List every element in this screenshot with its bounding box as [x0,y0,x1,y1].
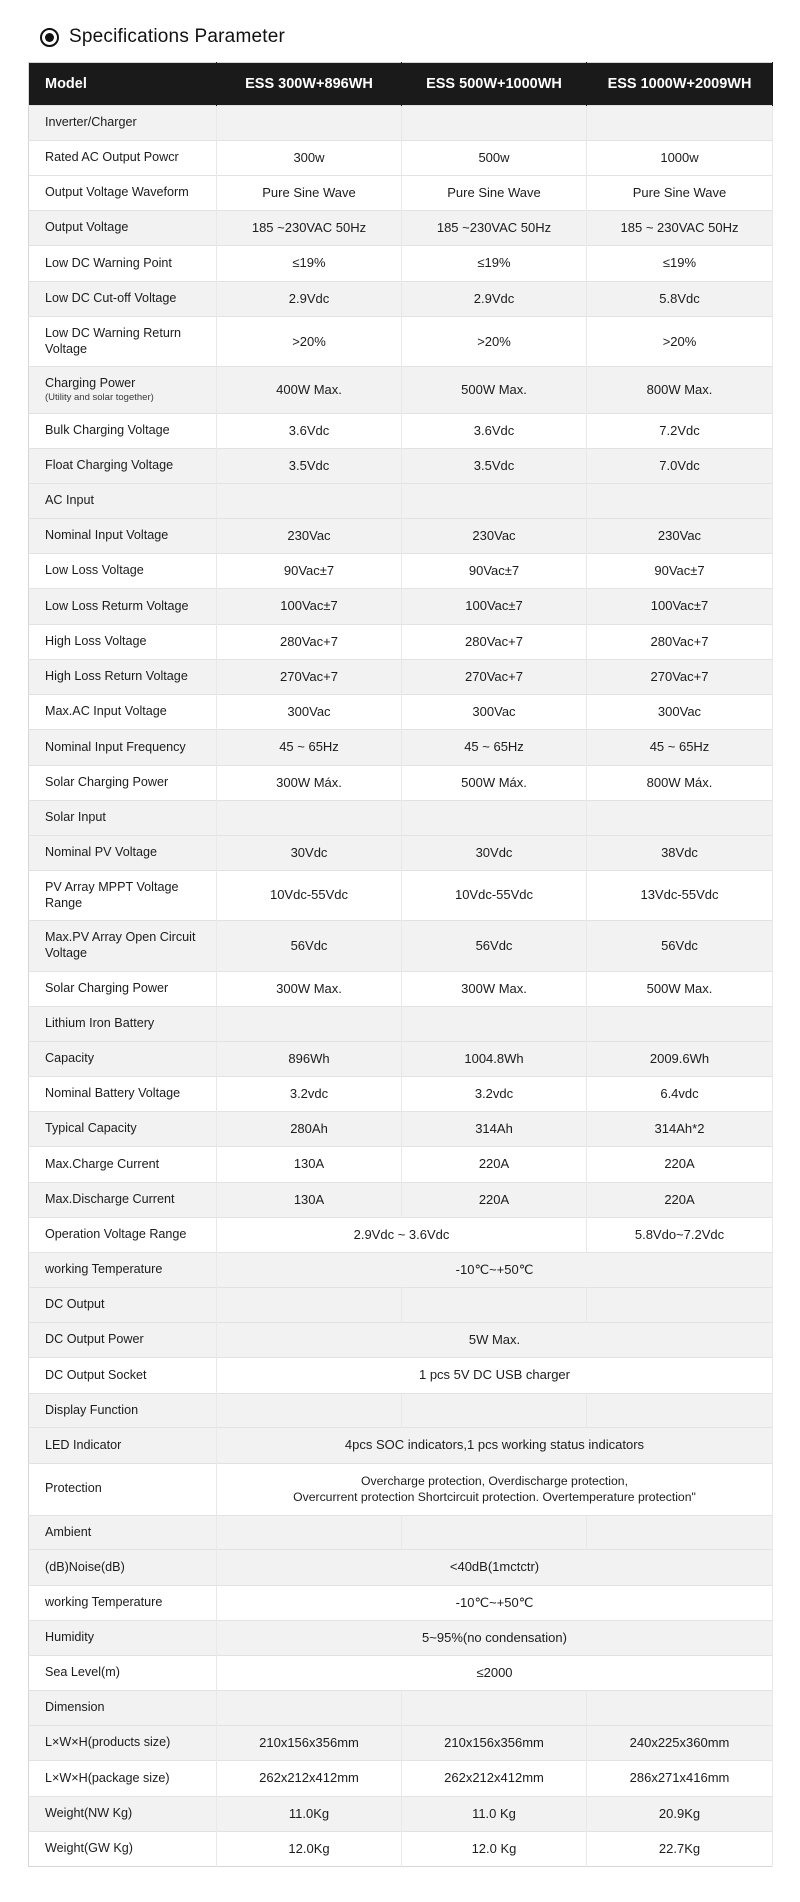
table-cell: 210x156x356mm [217,1726,402,1761]
row-label-text: Low Loss Returm Voltage [45,598,189,613]
table-cell: 300W Máx. [217,765,402,800]
table-cell: 286x271x416mm [587,1761,773,1796]
table-row [29,1550,773,1585]
column-header-model: Model [29,63,217,106]
table-cell: 130A [217,1147,402,1182]
table-row [29,1147,773,1182]
row-label [29,1796,217,1831]
table-row [29,870,773,920]
table-cell: 130A [217,1182,402,1217]
row-label [29,448,217,483]
table-cell [217,1691,402,1726]
table-cell: 56Vdc [217,921,402,971]
row-label [29,1393,217,1428]
table-cell: >20% [587,316,773,366]
table-cell: 3.2vdc [217,1076,402,1111]
row-label [29,281,217,316]
row-label [29,870,217,920]
table-row [29,971,773,1006]
row-label-text: L×W×H(products size) [45,1735,171,1750]
row-label-text: Capacity [45,1050,94,1065]
table-cell [217,1393,402,1428]
row-label [29,554,217,589]
row-label [29,1041,217,1076]
table-row [29,1831,773,1866]
table-cell: 240x225x360mm [587,1726,773,1761]
table-cell: 30Vdc [402,835,587,870]
table-row [29,695,773,730]
table-row [29,835,773,870]
row-label [29,695,217,730]
table-cell: 13Vdc-55Vdc [587,870,773,920]
table-cell [587,1515,773,1550]
table-cell: 45 ~ 65Hz [402,730,587,765]
table-cell: 185 ~ 230VAC 50Hz [587,211,773,246]
table-cell: 90Vac±7 [217,554,402,589]
table-cell [217,1288,402,1323]
specifications-table [28,62,773,1867]
table-cell: 500W Max. [402,367,587,413]
table-row [29,1585,773,1620]
column-header-model-3: ESS 1000W+2009WH [587,63,773,106]
row-label-text: (dB)Noise(dB) [45,1559,125,1574]
row-label [29,1620,217,1655]
row-label [29,659,217,694]
table-cell: ≤19% [587,246,773,281]
table-row [29,1041,773,1076]
table-cell: 500w [402,140,587,175]
table-cell: 100Vac±7 [587,589,773,624]
table-cell [402,800,587,835]
table-cell: 314Ah*2 [587,1112,773,1147]
table-cell: 270Vac+7 [217,659,402,694]
table-cell: 2.9Vdc ~ 3.6Vdc [217,1217,587,1252]
row-sublabel-text: (Utility and solar together) [45,392,154,404]
row-label-text: High Loss Return Voltage [45,669,188,684]
table-cell: 500W Max. [587,971,773,1006]
row-label-text: Weight(GW Kg) [45,1841,133,1856]
table-row [29,1217,773,1252]
table-cell [587,1691,773,1726]
table-row [29,246,773,281]
table-cell: 3.2vdc [402,1076,587,1111]
table-cell: -10℃~+50℃ [217,1253,773,1288]
table-cell: 5.8Vdo~7.2Vdc [587,1217,773,1252]
table-cell: 5.8Vdc [587,281,773,316]
table-cell: 3.5Vdc [402,448,587,483]
table-row [29,1726,773,1761]
row-label [29,413,217,448]
table-cell: -10℃~+50℃ [217,1585,773,1620]
table-cell: 45 ~ 65Hz [587,730,773,765]
row-label [29,367,217,413]
table-cell: 3.6Vdc [402,413,587,448]
row-label [29,1288,217,1323]
row-label [29,624,217,659]
row-label-text: Charging Power [45,376,136,391]
row-label [29,246,217,281]
table-cell: 5W Max. [217,1323,773,1358]
table-row [29,1463,773,1515]
row-label-text: Solar Charging Power [45,980,169,995]
column-header-model-2: ESS 500W+1000WH [402,63,587,106]
row-label-text: Lithium Iron Battery [45,1015,155,1030]
table-cell [587,1006,773,1041]
table-cell: 300W Max. [217,971,402,1006]
row-label [29,1515,217,1550]
row-label [29,1358,217,1393]
table-cell: 1 pcs 5V DC USB charger [217,1358,773,1393]
table-cell: 220A [587,1147,773,1182]
table-row [29,1796,773,1831]
row-label-text: Solar Charging Power [45,774,169,789]
table-cell: 100Vac±7 [402,589,587,624]
row-label [29,1112,217,1147]
table-cell: 280Vac+7 [587,624,773,659]
row-label-text: Output Voltage Waveform [45,185,189,200]
table-cell: 300Vac [587,695,773,730]
table-cell: <40dB(1mctctr) [217,1550,773,1585]
table-cell: 270Vac+7 [587,659,773,694]
row-label [29,1656,217,1691]
table-cell: 1004.8Wh [402,1041,587,1076]
table-cell: 3.5Vdc [217,448,402,483]
table-section-row [29,1515,773,1550]
row-label-text: Output Voltage [45,220,129,235]
row-label [29,1217,217,1252]
table-row [29,1620,773,1655]
row-label-text: working Temperature [45,1594,163,1609]
table-row [29,211,773,246]
table-cell: 230Vac [402,518,587,553]
row-label-text: Weight(NW Kg) [45,1805,133,1820]
table-row [29,1761,773,1796]
table-cell [402,1006,587,1041]
row-label-text: Protection [45,1481,102,1496]
table-cell: 280Vac+7 [402,624,587,659]
table-row [29,281,773,316]
table-row [29,1656,773,1691]
table-section-row [29,484,773,519]
row-label-text: Inverter/Charger [45,115,137,129]
table-cell: Pure Sine Wave [402,175,587,210]
row-label-text: L×W×H(package size) [45,1770,170,1785]
table-row [29,140,773,175]
row-label [29,1831,217,1866]
row-label-text: Nominal PV Voltage [45,844,158,859]
table-cell [587,800,773,835]
row-label [29,140,217,175]
table-cell: ≤2000 [217,1656,773,1691]
table-row [29,730,773,765]
table-cell: 262x212x412mm [402,1761,587,1796]
table-row [29,1076,773,1111]
table-cell: 11.0 Kg [402,1796,587,1831]
table-section-row [29,1288,773,1323]
row-label [29,971,217,1006]
row-label-text: Nominal Battery Voltage [45,1086,181,1101]
row-label-text: Low Loss Voltage [45,563,144,578]
table-cell: 500W Máx. [402,765,587,800]
row-label [29,835,217,870]
table-cell: 3.6Vdc [217,413,402,448]
table-cell [587,106,773,141]
table-cell: 7.0Vdc [587,448,773,483]
table-cell: 30Vdc [217,835,402,870]
row-label [29,106,217,141]
row-label-text: Operation Voltage Range [45,1227,187,1242]
row-label-text: Nominal Input Voltage [45,528,169,543]
row-label [29,484,217,519]
table-cell: 6.4vdc [587,1076,773,1111]
table-cell [217,484,402,519]
row-label-text: LED Indicator [45,1437,122,1452]
table-row [29,589,773,624]
table-cell: 300W Max. [402,971,587,1006]
table-head [29,63,773,106]
row-label [29,1585,217,1620]
table-cell: 10Vdc-55Vdc [402,870,587,920]
table-cell: 230Vac [217,518,402,553]
table-cell: 11.0Kg [217,1796,402,1831]
table-cell: 38Vdc [587,835,773,870]
row-label [29,211,217,246]
table-cell: ≤19% [217,246,402,281]
row-label-text: Low DC Warning Return Voltage [45,325,182,356]
table-cell: Pure Sine Wave [217,175,402,210]
table-row [29,1358,773,1393]
table-cell: 22.7Kg [587,1831,773,1866]
row-label-text: Ambient [45,1524,92,1539]
table-cell: 12.0Kg [217,1831,402,1866]
table-section-row [29,1691,773,1726]
row-label [29,1323,217,1358]
row-label [29,1076,217,1111]
table-cell: 100Vac±7 [217,589,402,624]
row-label [29,1726,217,1761]
row-label-text: DC Output [45,1297,105,1312]
row-label [29,1182,217,1217]
row-label-text: AC Input [45,493,95,508]
table-cell: 280Ah [217,1112,402,1147]
row-label [29,1761,217,1796]
table-cell: 314Ah [402,1112,587,1147]
table-cell [402,1393,587,1428]
row-label [29,921,217,971]
table-cell: 262x212x412mm [217,1761,402,1796]
table-cell: 4pcs SOC indicators,1 pcs working status indicators [217,1428,773,1463]
table-row [29,316,773,366]
row-label [29,1463,217,1515]
table-row [29,1112,773,1147]
row-label-text: Sea Level(m) [45,1665,120,1680]
table-cell [402,1288,587,1323]
table-cell: 800W Máx. [587,765,773,800]
table-cell: ≤19% [402,246,587,281]
row-label-text: DC Output Power [45,1332,144,1347]
table-cell: 2.9Vdc [402,281,587,316]
table-cell: 90Vac±7 [587,554,773,589]
table-cell: 300Vac [402,695,587,730]
table-cell: Overcharge protection, Overdischarge protection, Overcurrent protection Shortcircuit protection. Overtemperature protection" [217,1463,773,1515]
page-title [40,26,772,48]
row-label-text: Low DC Warning Point [45,255,172,270]
radio-filled-icon [40,28,59,47]
row-label-text: Bulk Charging Voltage [45,422,170,437]
row-label [29,1147,217,1182]
table-row [29,1428,773,1463]
page-title-text: Specifications Parameter [69,26,286,47]
table-cell: 400W Max. [217,367,402,413]
table-cell [402,1691,587,1726]
table-row [29,175,773,210]
row-label-text: Max.Discharge Current [45,1191,175,1206]
table-row [29,367,773,413]
row-label-text: Rated AC Output Powcr [45,149,179,164]
table-row [29,448,773,483]
row-label [29,316,217,366]
row-label-text: DC Output Socket [45,1367,147,1382]
row-label-text: Display Function [45,1402,139,1417]
table-cell: 12.0 Kg [402,1831,587,1866]
row-label-text: Low DC Cut-off Voltage [45,290,177,305]
row-label-text: Dimension [45,1700,105,1715]
table-section-row [29,106,773,141]
table-cell: 896Wh [217,1041,402,1076]
row-label-text: Humidity [45,1630,94,1645]
row-label [29,518,217,553]
row-label [29,175,217,210]
table-cell [217,106,402,141]
row-label [29,1550,217,1585]
table-cell: 220A [587,1182,773,1217]
table-row [29,413,773,448]
table-section-row [29,1393,773,1428]
table-cell [402,1515,587,1550]
table-cell: 210x156x356mm [402,1726,587,1761]
table-cell [587,484,773,519]
table-row [29,554,773,589]
table-cell [217,800,402,835]
row-label [29,1691,217,1726]
row-label-text: Float Charging Voltage [45,458,174,473]
row-label [29,730,217,765]
column-header-model-1: ESS 300W+896WH [217,63,402,106]
row-label-text: Max.PV Array Open Circuit Voltage [45,930,196,960]
table-cell: 185 ~230VAC 50Hz [402,211,587,246]
table-cell: 2.9Vdc [217,281,402,316]
table-cell: 230Vac [587,518,773,553]
table-cell: Pure Sine Wave [587,175,773,210]
row-label-text: Typical Capacity [45,1121,137,1136]
table-cell [402,106,587,141]
row-label-text: Nominal Input Frequency [45,739,186,754]
table-section-row [29,1006,773,1041]
table-header-row [29,63,773,106]
table-cell: 1000w [587,140,773,175]
table-row [29,659,773,694]
table-cell: >20% [402,316,587,366]
row-label [29,800,217,835]
row-label-text: High Loss Voltage [45,633,147,648]
table-cell [587,1393,773,1428]
table-row [29,921,773,971]
table-cell: 300w [217,140,402,175]
table-row [29,518,773,553]
table-cell: 90Vac±7 [402,554,587,589]
table-cell: 56Vdc [587,921,773,971]
row-label [29,1006,217,1041]
row-label-text: Solar Input [45,809,106,824]
table-cell [402,484,587,519]
table-cell: 5~95%(no condensation) [217,1620,773,1655]
table-cell [587,1288,773,1323]
table-cell: 220A [402,1182,587,1217]
table-row [29,1253,773,1288]
row-label [29,589,217,624]
table-cell: 800W Max. [587,367,773,413]
table-row [29,624,773,659]
table-cell [217,1006,402,1041]
row-label [29,765,217,800]
table-cell: 20.9Kg [587,1796,773,1831]
table-cell: 45 ~ 65Hz [217,730,402,765]
table-cell: 10Vdc-55Vdc [217,870,402,920]
table-row [29,765,773,800]
row-label [29,1253,217,1288]
table-cell [217,1515,402,1550]
table-row [29,1323,773,1358]
row-label-text: PV Array MPPT Voltage Range [45,879,179,910]
table-cell: 300Vac [217,695,402,730]
row-label-text: Max.AC Input Voltage [45,704,167,719]
table-cell: 270Vac+7 [402,659,587,694]
row-label-text: working Temperature [45,1262,163,1277]
table-row [29,1182,773,1217]
row-label-text: Max.Charge Current [45,1156,160,1171]
table-cell: 56Vdc [402,921,587,971]
table-cell: >20% [217,316,402,366]
row-label [29,1428,217,1463]
table-body [29,106,773,1867]
table-cell: 280Vac+7 [217,624,402,659]
table-section-row [29,800,773,835]
table-cell: 220A [402,1147,587,1182]
table-cell: 7.2Vdc [587,413,773,448]
table-cell: 185 ~230VAC 50Hz [217,211,402,246]
table-cell: 2009.6Wh [587,1041,773,1076]
